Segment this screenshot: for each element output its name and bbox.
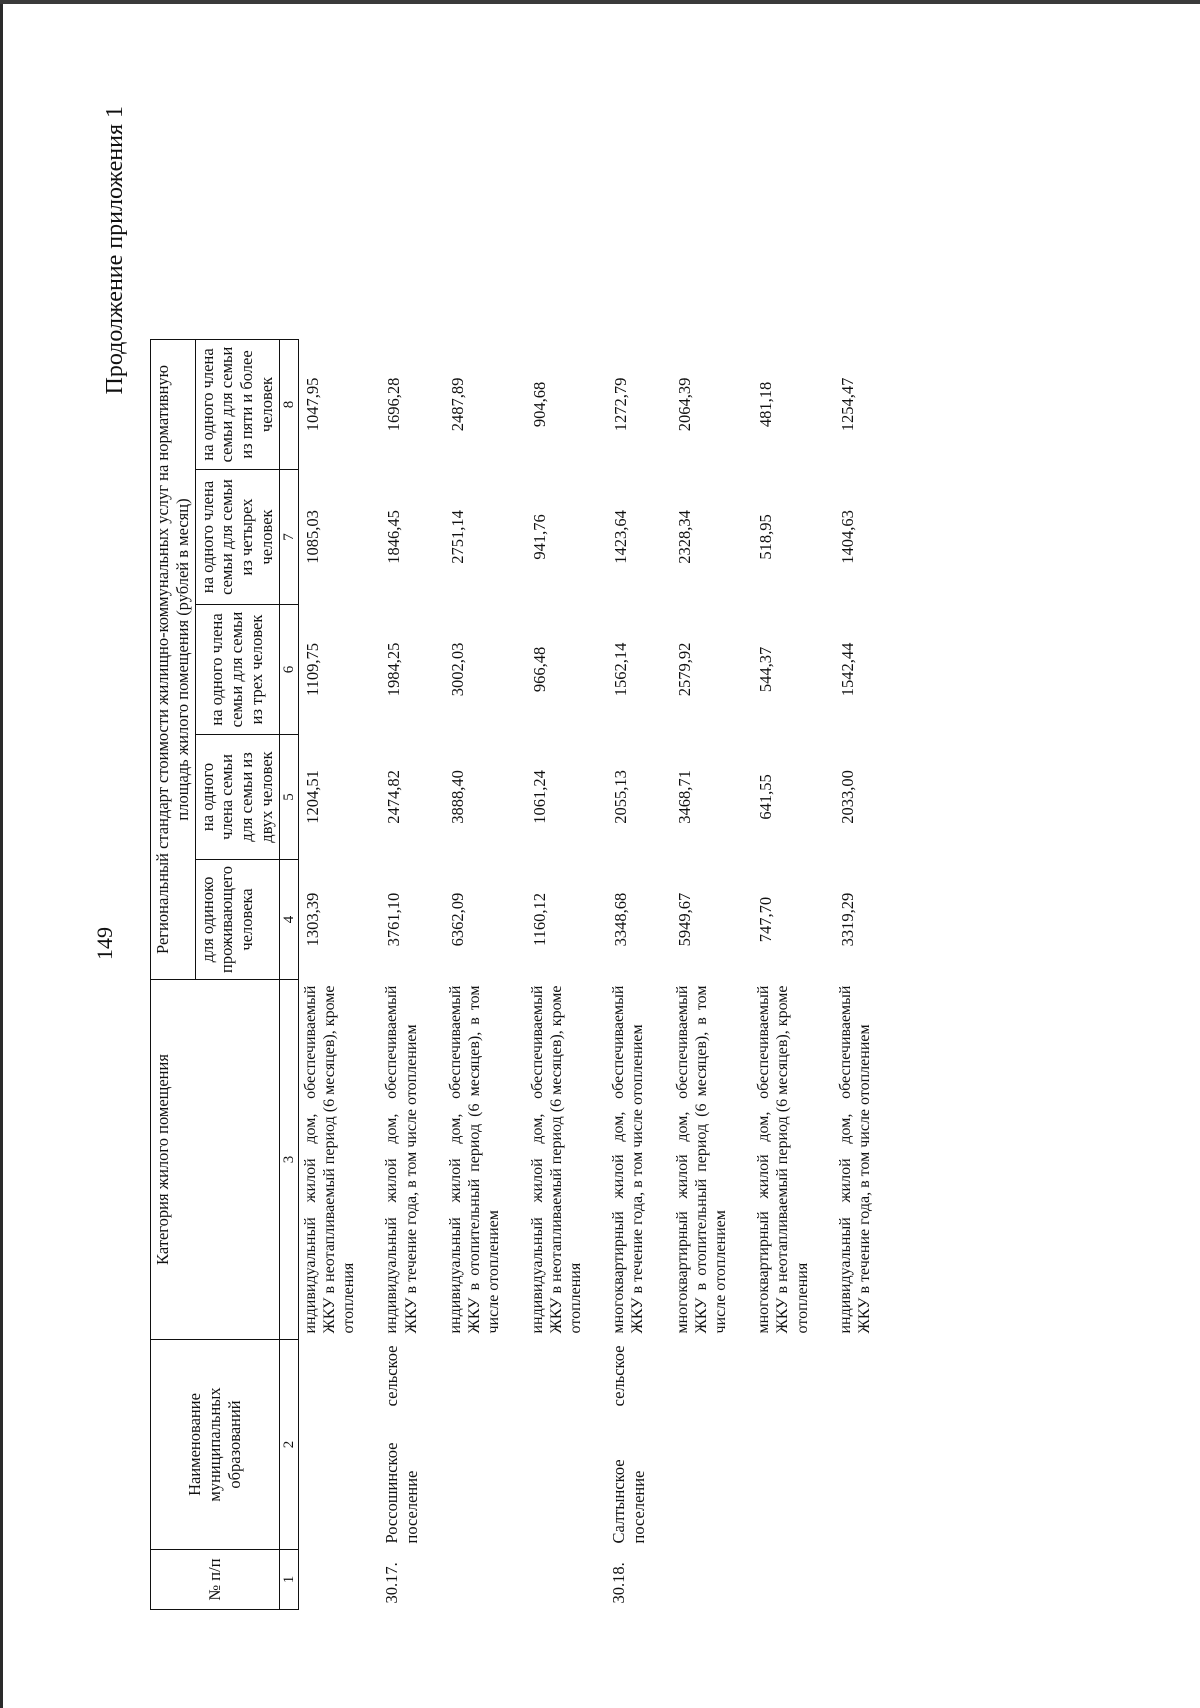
- row-category: многоквартирный жилой дом, обеспечиваемый ЖКУ в отопительный период (6 месяцев), в том числе отоплением: [673, 985, 730, 1334]
- housing-cost-table: [150, 339, 896, 1610]
- row-category: индивидуальный жилой дом, обеспечиваемый ЖКУ в течение года, в том числе отоплением: [383, 985, 420, 1334]
- header-two: на одного члена семьи для семьи из двух человек: [195, 734, 279, 859]
- row-municipality: [834, 1340, 896, 1550]
- row-category: индивидуальный жилой дом, обеспечиваемый ЖКУ в неотапливаемый период (6 месяцев), кроме отопления: [528, 985, 584, 1334]
- header-single: для одиноко проживающего человека: [195, 859, 279, 979]
- col-number: 1: [279, 1550, 298, 1610]
- value-five: 904,68: [529, 381, 549, 428]
- col-number: 7: [279, 469, 298, 604]
- value-five: 2064,39: [674, 377, 694, 432]
- value-single: 1303,39: [302, 892, 322, 947]
- value-three: 966,48: [529, 646, 549, 693]
- header-category: Категория жилого помещения: [151, 980, 280, 1340]
- value-single: 747,70: [756, 896, 776, 943]
- rotated-page: [92, 90, 1070, 1610]
- scan-border-left: [0, 0, 3, 1708]
- value-four: 1423,64: [611, 510, 631, 564]
- value-four: 1846,45: [384, 510, 404, 564]
- value-five: 1696,28: [384, 377, 404, 432]
- value-four: 2751,14: [447, 510, 467, 564]
- table-row: [671, 339, 753, 1609]
- row-municipality: [671, 1340, 753, 1550]
- value-three: 1109,75: [302, 642, 322, 696]
- row-municipality: [752, 1340, 834, 1550]
- value-two: 3888,40: [447, 770, 467, 824]
- value-four: 1085,03: [302, 510, 322, 564]
- col-number: 8: [279, 339, 298, 469]
- col-number: 5: [279, 734, 298, 859]
- value-single: 5949,67: [674, 892, 694, 947]
- table-row: [444, 339, 526, 1609]
- page-number: 149: [92, 927, 117, 960]
- header-name: Наименование муниципальных образований: [151, 1340, 280, 1550]
- row-municipality: [526, 1340, 608, 1550]
- table-row: [752, 339, 834, 1609]
- col-number: 2: [279, 1340, 298, 1550]
- row-municipality: [298, 1340, 380, 1550]
- value-four: 1404,63: [837, 510, 857, 564]
- row-no: [526, 1550, 608, 1610]
- value-single: 3761,10: [384, 892, 404, 947]
- scan-border-top: [0, 0, 1200, 4]
- col-number: 3: [279, 980, 298, 1340]
- col-number: 6: [279, 604, 298, 734]
- value-three: 1542,44: [837, 642, 857, 697]
- row-municipality: [444, 1340, 526, 1550]
- header-no: № п/п: [151, 1550, 280, 1610]
- row-no: [671, 1550, 753, 1610]
- value-two: 2033,00: [837, 770, 857, 824]
- value-single: 3348,68: [611, 892, 631, 947]
- value-two: 2055,13: [611, 770, 631, 824]
- value-five: 2487,89: [447, 377, 467, 432]
- value-four: 941,76: [529, 514, 549, 560]
- row-category: многоквартирный жилой дом, обеспечиваемый ЖКУ в неотапливаемый период (6 месяцев), кроме отопления: [755, 985, 811, 1334]
- row-no: [298, 1550, 380, 1610]
- value-two: 1204,51: [302, 770, 322, 824]
- row-no: [444, 1550, 526, 1610]
- row-municipality: Россошинское сельское поселение: [382, 1345, 422, 1544]
- value-three: 544,37: [756, 646, 776, 693]
- value-three: 3002,03: [447, 642, 467, 697]
- header-four: на одного члена семьи для семьи из четырех человек: [195, 469, 279, 604]
- row-category: многоквартирный жилой дом, обеспечиваемый ЖКУ в течение года, в том числе отоплением: [610, 985, 647, 1334]
- value-three: 2579,92: [674, 642, 694, 697]
- value-single: 3319,29: [837, 892, 857, 947]
- value-five: 481,18: [756, 381, 776, 428]
- header-three: на одного члена семьи для семьи из трех человек: [195, 604, 279, 734]
- row-municipality: Салтынское сельское поселение: [609, 1345, 648, 1544]
- value-two: 3468,71: [674, 770, 694, 824]
- header-standard: Региональный стандарт стоимости жилищно-коммунальных услуг на нормативную площадь жилого помещения (рублей в месяц): [151, 339, 196, 979]
- row-no: [752, 1550, 834, 1610]
- row-category: индивидуальный жилой дом, обеспечиваемый ЖКУ в неотапливаемый период (6 месяцев), кроме отопления: [301, 985, 358, 1334]
- value-three: 1984,25: [384, 642, 404, 697]
- header-five: на одного члена семьи для семьи из пяти и более человек: [195, 339, 279, 469]
- row-no: [834, 1550, 896, 1610]
- value-two: 2474,82: [384, 770, 404, 824]
- row-category: индивидуальный жилой дом, обеспечиваемый ЖКУ в отопительный период (6 месяцев), в том числе отоплением: [446, 985, 503, 1334]
- value-two: 1061,24: [529, 770, 549, 824]
- row-category: индивидуальный жилой дом, обеспечиваемый ЖКУ в течение года, в том числе отоплением: [836, 985, 873, 1334]
- value-two: 641,55: [756, 774, 776, 820]
- value-four: 518,95: [756, 514, 776, 560]
- value-three: 1562,14: [611, 642, 631, 697]
- row-no: 30.18.: [609, 1562, 629, 1604]
- row-no: 30.17.: [382, 1562, 402, 1604]
- appendix-caption: Продолжение приложения 1: [102, 106, 128, 395]
- value-four: 2328,34: [674, 510, 694, 564]
- col-number: 4: [279, 859, 298, 979]
- table-row: [298, 339, 380, 1609]
- table-row: [526, 339, 608, 1609]
- table-row: [834, 339, 896, 1609]
- value-single: 1160,12: [529, 892, 549, 946]
- value-five: 1272,79: [611, 377, 631, 432]
- table-row: [607, 339, 671, 1609]
- value-five: 1047,95: [302, 377, 322, 432]
- table-row: [380, 339, 444, 1609]
- value-single: 6362,09: [447, 892, 467, 947]
- value-five: 1254,47: [837, 377, 857, 432]
